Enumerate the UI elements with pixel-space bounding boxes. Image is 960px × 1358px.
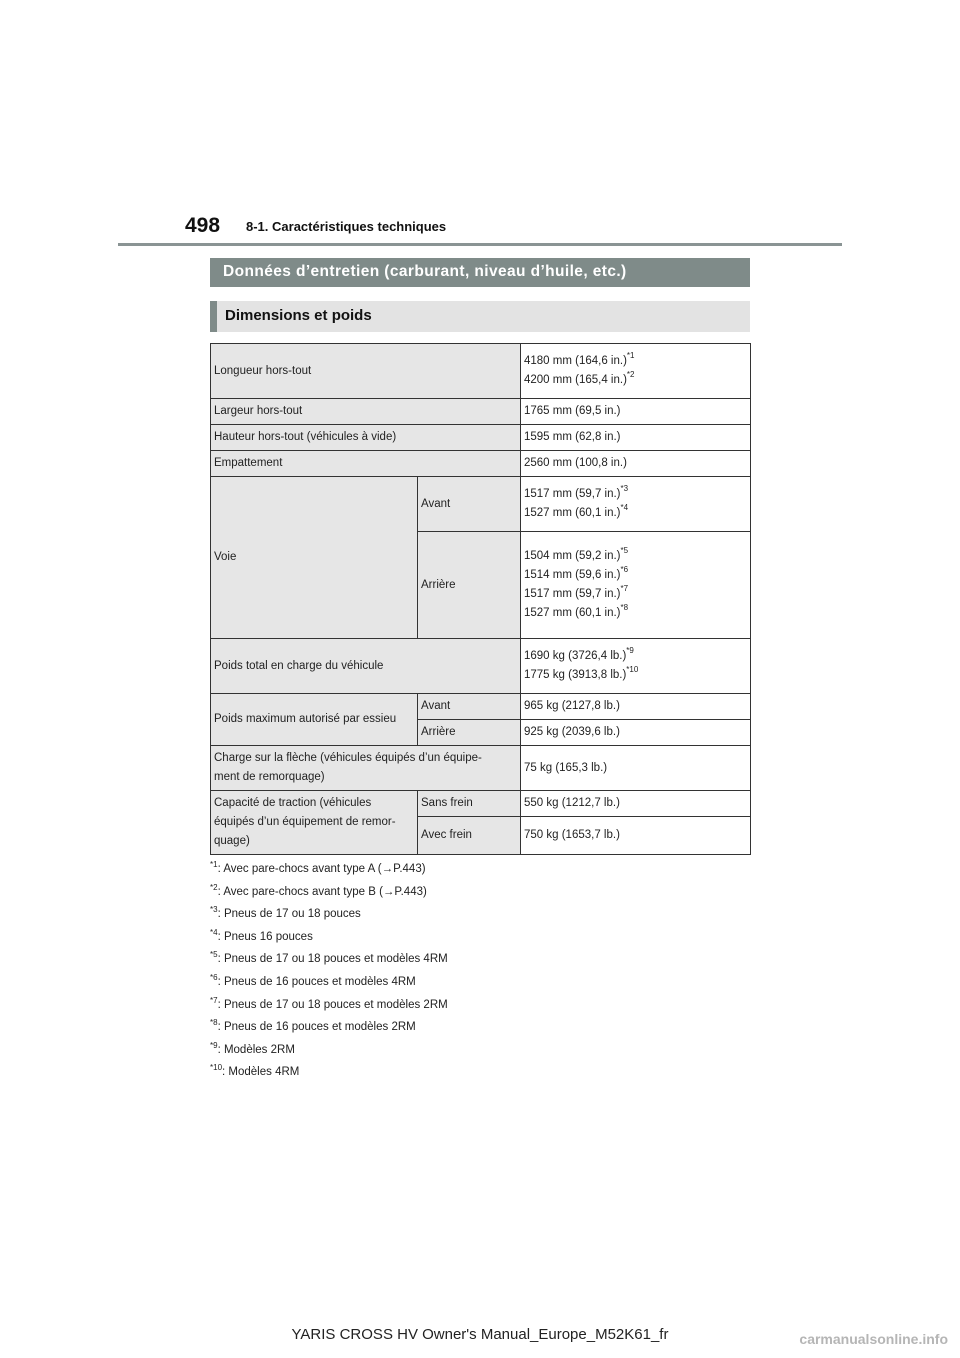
sub-label: Arrière xyxy=(418,720,521,746)
row-value: 4180 mm (164,6 in.)$^{*1}$ 4200 mm (165,4 in.)$^{*2}$ xyxy=(521,344,751,399)
sub-label: Sans frein xyxy=(418,791,521,817)
footnote: $^{*9}$: Modèles 2RM xyxy=(210,1040,295,1056)
sub-label: Avant xyxy=(418,477,521,532)
table-row xyxy=(211,477,751,532)
row-value: 1504 mm (59,2 in.)$^{*5}$ 1514 mm (59,6 in.)$^{*6}$ 1517 mm (59,7 in.)$^{*7}$ 1527 mm (60,1 in.)$^{*8}$ xyxy=(521,532,751,639)
chapter-title: 8-1. Caractéristiques techniques xyxy=(246,219,447,234)
row-label: Longueur hors-tout xyxy=(211,344,521,399)
row-value: 1690 kg (3726,4 lb.)$^{*9}$ 1775 kg (3913,8 lb.)$^{*10}$ xyxy=(521,639,751,694)
row-value: 75 kg (165,3 lb.) xyxy=(521,746,751,791)
footnote: $^{*4}$: Pneus 16 pouces xyxy=(210,927,313,943)
footnote: $^{*5}$: Pneus de 17 ou 18 pouces et modèles 4RM xyxy=(210,950,448,966)
row-value: 925 kg (2039,6 lb.) xyxy=(521,720,751,746)
table-row xyxy=(211,344,751,399)
watermark: carmanualsonline.info xyxy=(799,1331,948,1347)
sub-label: Avant xyxy=(418,694,521,720)
sub-label: Avec frein xyxy=(418,817,521,855)
row-label: Voie xyxy=(211,477,418,639)
table-row xyxy=(211,425,751,451)
row-label: Poids maximum autorisé par essieu xyxy=(211,694,418,746)
row-value: 550 kg (1212,7 lb.) xyxy=(521,791,751,817)
table-row xyxy=(211,399,751,425)
row-label: Largeur hors-tout xyxy=(211,399,521,425)
footnote: $^{*2}$: Avec pare-chocs avant type B (→P.443) xyxy=(210,882,427,898)
row-label: Charge sur la flèche (véhicules équipés d’un équipe- ment de remorquage) xyxy=(211,746,521,791)
row-value: 965 kg (2127,8 lb.) xyxy=(521,694,751,720)
row-value: 1595 mm (62,8 in.) xyxy=(521,425,751,451)
footnote: $^{*3}$: Pneus de 17 ou 18 pouces xyxy=(210,905,361,921)
table-row xyxy=(211,694,751,720)
subsection-title: Dimensions et poids xyxy=(210,301,750,332)
table-row xyxy=(211,791,751,817)
row-value: 2560 mm (100,8 in.) xyxy=(521,451,751,477)
footnote: $^{*6}$: Pneus de 16 pouces et modèles 4RM xyxy=(210,972,416,988)
row-value: 1765 mm (69,5 in.) xyxy=(521,399,751,425)
footnote: $^{*1}$: Avec pare-chocs avant type A (→P.443) xyxy=(210,860,426,875)
row-value: 1517 mm (59,7 in.)$^{*3}$ 1527 mm (60,1 in.)$^{*4}$ xyxy=(521,477,751,532)
row-label: Capacité de traction (véhicules équipés d’un équipement de remor- quage) xyxy=(211,791,418,855)
specifications-table xyxy=(210,343,751,855)
row-label: Hauteur hors-tout (véhicules à vide) xyxy=(211,425,521,451)
header-divider xyxy=(118,243,842,246)
row-label: Poids total en charge du véhicule xyxy=(211,639,521,694)
sub-label: Arrière xyxy=(418,532,521,639)
section-title: Données d’entretien (carburant, niveau d’huile, etc.) xyxy=(210,258,750,287)
footnote: $^{*7}$: Pneus de 17 ou 18 pouces et modèles 2RM xyxy=(210,995,448,1011)
footnotes xyxy=(210,860,448,1086)
table-row xyxy=(211,451,751,477)
table-row xyxy=(211,639,751,694)
footnote: $^{*8}$: Pneus de 16 pouces et modèles 2RM xyxy=(210,1018,416,1034)
table-row xyxy=(211,746,751,791)
row-value: 750 kg (1653,7 lb.) xyxy=(521,817,751,855)
row-label: Empattement xyxy=(211,451,521,477)
footnote: $^{*10}$: Modèles 4RM xyxy=(210,1063,300,1079)
manual-footer: YARIS CROSS HV Owner's Manual_Europe_M52K61_fr xyxy=(291,1326,669,1343)
page-number: 498 xyxy=(185,214,221,237)
